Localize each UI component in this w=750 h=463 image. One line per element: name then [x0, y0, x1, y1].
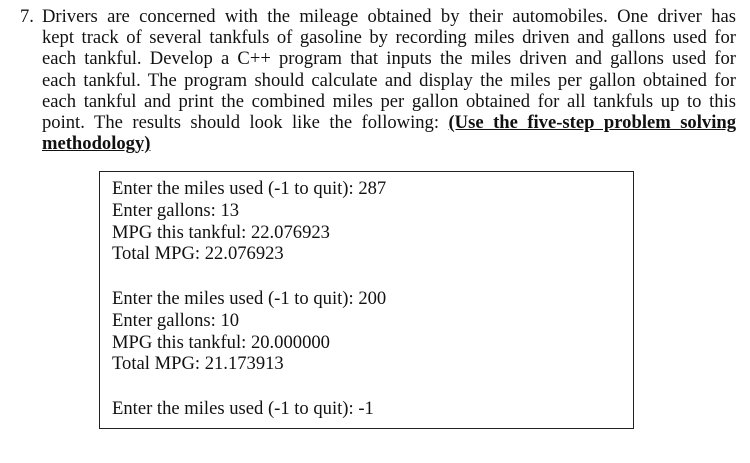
total-mpg: Total MPG: 21.173913 [112, 353, 284, 375]
problem-number: 7. [20, 6, 34, 27]
sample-output-box [99, 171, 634, 429]
mpg-tankful: MPG this tankful: 22.076923 [112, 221, 330, 243]
problem-line-last [42, 133, 736, 154]
miles-prompt: Enter the miles used (-1 to quit): 200 [112, 288, 387, 309]
problem-line: each tankful. The program should calculate and display the miles per gallon obtained for [42, 69, 736, 91]
mpg-tankful: MPG this tankful: 20.000000 [112, 331, 330, 353]
problem-line: each tankful. Develop a C++ program that inputs the miles driven and gallons used for [42, 48, 736, 70]
quit-output [112, 398, 374, 420]
methodology-note: (Use the five-step problem solving [448, 112, 736, 134]
methodology-note-end: methodology) [42, 133, 151, 155]
total-mpg: Total MPG: 22.076923 [112, 243, 284, 265]
miles-prompt: Enter the miles used (-1 to quit): -1 [112, 398, 374, 419]
problem-line: Drivers are concerned with the mileage obtained by their automobiles. One driver has [42, 6, 736, 27]
miles-prompt: Enter the miles used (-1 to quit): 287 [112, 178, 387, 199]
problem-line: point. The results should look like the following: [42, 112, 449, 134]
problem-statement [20, 6, 736, 154]
problem-line-with-emphasis [42, 112, 736, 133]
gallons-prompt: Enter gallons: 13 [112, 199, 240, 221]
problem-line: each tankful and print the combined miles per gallon obtained for all tankfuls up to this [42, 90, 736, 112]
tankful-1-output [112, 178, 386, 265]
problem-text [42, 6, 736, 154]
gallons-prompt: Enter gallons: 10 [112, 309, 240, 331]
problem-line: kept track of several tankfuls of gasoline by recording miles driven and gallons used for [42, 27, 736, 49]
tankful-2-output [112, 288, 386, 375]
